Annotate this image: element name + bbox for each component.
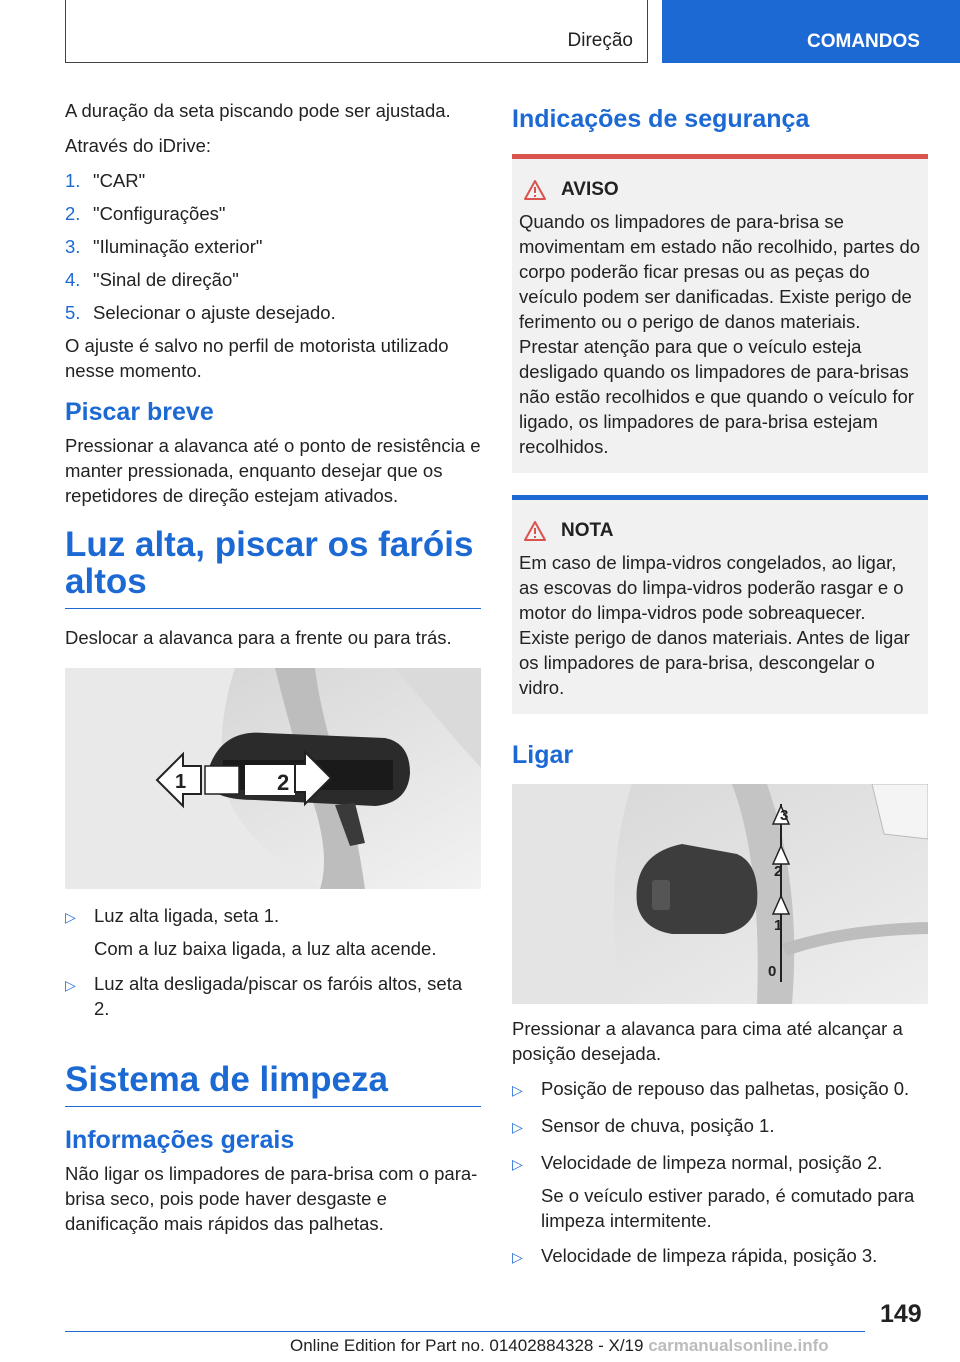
step-text: "Sinal de direção" xyxy=(93,269,239,290)
list-item xyxy=(512,1150,928,1177)
ligar-heading: Ligar xyxy=(512,741,574,769)
step-number: 2. xyxy=(65,203,81,224)
triangle-bullet-icon: ▷ xyxy=(512,1082,523,1098)
step-text: Selecionar o ajuste desejado. xyxy=(93,302,336,323)
list-item xyxy=(65,903,481,930)
list-item xyxy=(65,971,481,1021)
list-item xyxy=(512,1243,928,1270)
step-item xyxy=(65,267,481,292)
step-number: 5. xyxy=(65,302,81,323)
idrive-steps xyxy=(65,168,481,325)
step-number: 3. xyxy=(65,236,81,257)
warning-triangle-icon xyxy=(523,179,547,201)
piscar-breve-text: Pressionar a alavanca até o ponto de resistência e manter pressionada, enquanto desejar que os repetidores de direção estejam ativados. xyxy=(65,435,481,506)
list-item-text: Luz alta desligada/piscar os faróis altos, seta 2. xyxy=(94,973,463,1019)
step-item xyxy=(65,201,481,226)
step-item xyxy=(65,234,481,259)
list-item-text: Luz alta ligada, seta 1. xyxy=(94,905,280,926)
informacoes-gerais-text: Não ligar os limpadores de para-brisa com o para-brisa seco, pois pode haver desgaste e danificação mais rápidos das palhetas. xyxy=(65,1163,478,1234)
figure2-label-0: 0 xyxy=(768,963,777,980)
figure2-label-2: 2 xyxy=(774,863,783,880)
list-item-subtext: Com a luz baixa ligada, a luz alta acende. xyxy=(94,938,437,959)
figure2-label-3: 3 xyxy=(780,807,789,824)
ligar-list xyxy=(512,1076,928,1177)
triangle-bullet-icon: ▷ xyxy=(65,909,76,925)
lever-wipers-illustration xyxy=(512,784,928,1004)
page-number: 149 xyxy=(880,1300,922,1328)
luz-alta-list xyxy=(65,903,481,930)
step-item xyxy=(65,300,481,325)
nota-box xyxy=(512,495,928,714)
footer-edition: Online Edition for Part no. 01402884328 - X/19 xyxy=(290,1336,644,1355)
footer-divider xyxy=(65,1331,865,1332)
aviso-box xyxy=(512,154,928,473)
intro-text: A duração da seta piscando pode ser ajustada. xyxy=(65,100,451,121)
figure2-label-1: 1 xyxy=(774,917,783,934)
list-item-subtext: Se o veículo estiver parado, é comutado para limpeza intermitente. xyxy=(541,1185,915,1231)
right-column xyxy=(512,98,928,1280)
triangle-bullet-icon: ▷ xyxy=(512,1119,523,1135)
piscar-breve-heading: Piscar breve xyxy=(65,398,214,426)
step-number: 1. xyxy=(65,170,81,191)
luz-alta-heading: Luz alta, piscar os faróis altos xyxy=(65,526,481,609)
list-item-text: Posição de repouso das palhetas, posição 0. xyxy=(541,1078,910,1099)
list-item-text: Velocidade de limpeza normal, posição 2. xyxy=(541,1152,883,1173)
luz-alta-list-2 xyxy=(65,971,481,1021)
aviso-title: AVISO xyxy=(561,179,619,200)
header-chapter-tab[interactable] xyxy=(662,0,960,63)
list-item xyxy=(512,1113,928,1140)
nota-text: Em caso de limpa-vidros congelados, ao ligar, as escovas do limpa-vidros poderão rasgar e o motor do limpa-vidros pode sobreaquecer. Existe perigo de danos materiais. Antes de ligar os limpadores de para-brisa, descongelar o vidro. xyxy=(519,552,910,698)
triangle-bullet-icon: ▷ xyxy=(512,1156,523,1172)
footer-watermark: carmanualsonline.info xyxy=(648,1336,829,1355)
aviso-text: Quando os limpadores de para-brisa se movimentam em estado não recolhido, partes do corpo poderão ficar presas ou as peças do veículo podem ser danificadas. Existe perigo de ferimento ou o perigo de danos materiais. Prestar atenção para que o veículo esteja desligado quando os limpadores de para-brisas não estão recolhidos e que quando o veículo for ligado, os limpadores de para-brisa estejam recolhidos. xyxy=(519,211,921,457)
step-text: "Configurações" xyxy=(93,203,226,224)
header-section-box xyxy=(65,0,648,63)
luz-alta-text: Deslocar a alavanca para a frente ou para trás. xyxy=(65,627,452,648)
ligar-text: Pressionar a alavanca para cima até alcançar a posição desejada. xyxy=(512,1018,903,1064)
ligar-list-2 xyxy=(512,1243,928,1270)
triangle-bullet-icon: ▷ xyxy=(65,977,76,993)
figure1-label-2: 2 xyxy=(277,770,290,795)
nota-title: NOTA xyxy=(561,520,614,541)
caution-triangle-icon xyxy=(523,520,547,542)
step-number: 4. xyxy=(65,269,81,290)
step-text: "CAR" xyxy=(93,170,146,191)
safety-heading: Indicações de segurança xyxy=(512,105,810,133)
informacoes-gerais-heading: Informações gerais xyxy=(65,1126,295,1154)
aviso-title-row xyxy=(523,179,921,201)
lever-figure-wipers xyxy=(512,784,928,1004)
figure1-label-1: 1 xyxy=(175,771,187,793)
step-text: "Iluminação exterior" xyxy=(93,236,263,257)
sistema-limpeza-heading: Sistema de limpeza xyxy=(65,1061,481,1107)
step-item xyxy=(65,168,481,193)
idrive-intro: Através do iDrive: xyxy=(65,135,211,156)
triangle-bullet-icon: ▷ xyxy=(512,1249,523,1265)
lever-figure-headlights xyxy=(65,668,481,889)
list-item xyxy=(512,1076,928,1103)
lever-headlights-illustration xyxy=(65,668,481,889)
nota-title-row xyxy=(523,520,921,542)
header-chapter-label: COMANDOS xyxy=(807,31,920,52)
saved-note: O ajuste é salvo no perfil de motorista utilizado nesse momento. xyxy=(65,335,449,381)
list-item-text: Velocidade de limpeza rápida, posição 3. xyxy=(541,1245,878,1266)
left-column xyxy=(65,98,481,1246)
header-section-label: Direção xyxy=(567,30,633,51)
list-item-text: Sensor de chuva, posição 1. xyxy=(541,1115,775,1136)
footer-edition-row xyxy=(290,1336,829,1356)
